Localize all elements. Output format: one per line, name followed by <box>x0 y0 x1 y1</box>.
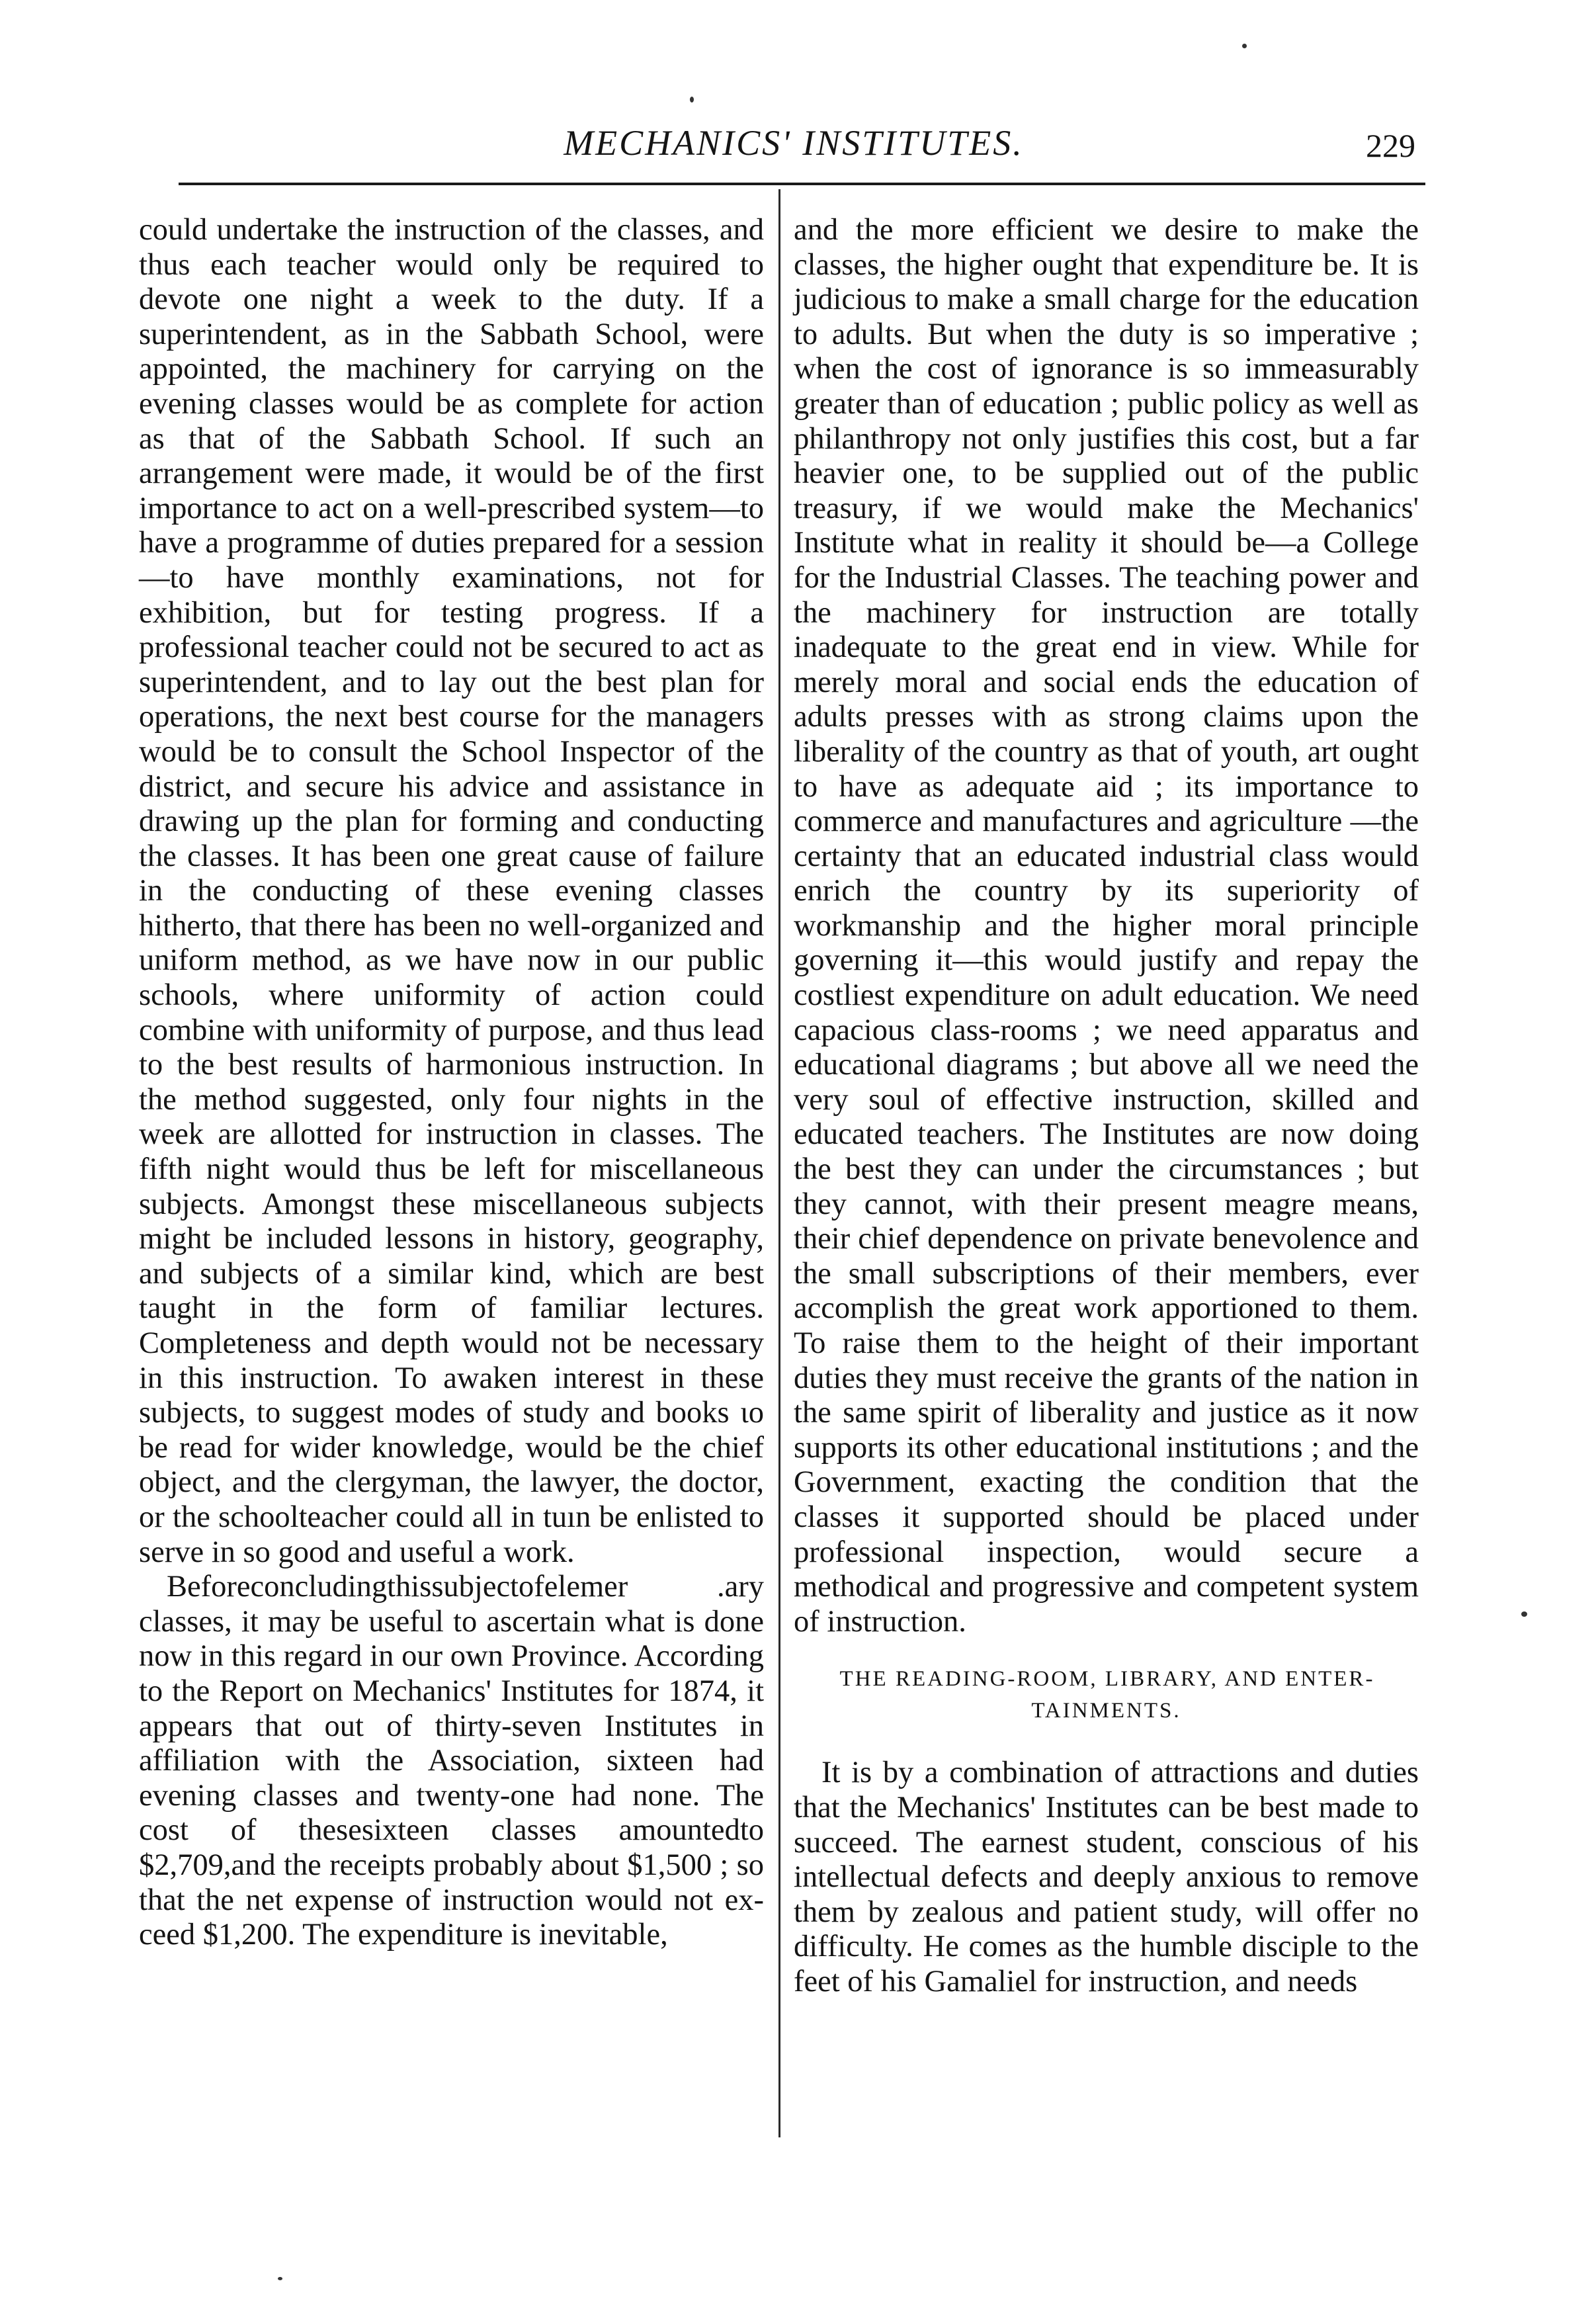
left-column <box>139 213 764 1953</box>
column-divider <box>778 189 780 2137</box>
running-title: MECHANICS' INSTITUTES. <box>564 123 1024 163</box>
scan-speck <box>278 2277 282 2280</box>
right-paragraph-1: and the more efficient we desire to make the classes, the higher ought that expenditure be. It is judicious to make a small charge for the education to adults. But when the duty is so imperative ; when the cost of ignorance is so immeasurably greater than of education ; public policy as well as philanthropy not only justifies this cost, but a far heavier one, to be supplied out of the public treasury, if we would make the Mechanics' Institute what in reality it should be—a College for the Industrial Classes. The teaching power and the machinery for instruction are totally inadequate to the great end in view. While for merely moral and social ends the education of adults presses with as strong claims upon the liberality of the country as that of youth, art ought to have as adequate aid ; its importance to commerce and manufactures and agriculture —the certainty that an educated industrial class would enrich the country by its superiority of workmanship and the higher moral principle governing it—this would justify and repay the costliest expenditure on adult education. We need capacious class-rooms ; we need apparatus and educational diagrams ; but above all we need the very soul of effective instruction, skilled and educated teachers. The Institutes are now doing the best they can under the circumstances ; but they cannot, with their present meagre means, their chief dependence on private benevolence and the small subscriptions of their members, ever accomplish the great work apportioned to them. To raise them to the height of their important duties they must receive the grants of the nation in the same spirit of liberality and justice as it now supports its other educational institutions ; and the Government, exacting the condition that the classes it supported should be placed under professional inspection, would secure a methodical and progressive and competent system of instruction. <box>794 213 1419 1639</box>
left-paragraph-2: Beforeconcludingthissubjectofelemer .ary classes, it may be useful to ascertain what is done now in this regard in our own Province. According to the Report on Mechanics' Institutes for 1874, it appears that out of thirty-seven Institutes in affiliation with the Association, sixteen had evening classes and twenty-one had none. The cost of thesesixteen classes amountedto $2,709,and the receipts probably about $1,500 ; so that the net expense of instruction would not exceed $1,200. The expenditure is inevitable, <box>139 1570 764 1952</box>
right-column <box>794 213 1419 2000</box>
scan-speck <box>690 97 694 103</box>
left-paragraph-1: could undertake the instruction of the classes, and thus each teacher would only be required to devote one night a week to the duty. If a superintendent, as in the Sabbath School, were appointed, the machinery for carrying on the evening classes would be as complete for action as that of the Sabbath School. If such an arrangement were made, it would be of the first importance to act on a well-prescribed system—to have a programme of duties prepared for a session—to have monthly examinations, not for exhibition, but for testing progress. If a professional teacher could not be secured to act as superintendent, and to lay out the best plan for operations, the next best course for the managers would be to consult the School Inspector of the district, and secure his advice and assistance in drawing up the plan for forming and conducting the classes. It has been one great cause of failure in the conducting of these evening classes hitherto, that there has been no well-organized and uniform method, as we have now in our public schools, where uniformity of action could combine with uniformity of purpose, and thus lead to the best results of harmonious instruction. In the method suggested, only four nights in the week are allotted for instruction in classes. The fifth night would thus be left for miscellaneous subjects. Amongst these miscellaneous subjects might be included lessons in history, geography, and subjects of a similar kind, which are best taught in the form of familiar lectures. Completeness and depth would not be necessary in this instruction. To awaken interest in these subjects, to suggest modes of study and books ιo be read for wider knowledge, would be the chief object, and the clergyman, the lawyer, the doctor, or the schoolteacher could all in tuın be enlisted to serve in so good and useful a work. <box>139 213 764 1569</box>
header-rule <box>179 183 1425 185</box>
page-number: 229 <box>1366 127 1415 164</box>
section-heading: THE READING-ROOM, LIBRARY, AND ENTERTAINMENTS. <box>839 1667 1373 1723</box>
right-paragraph-2: It is by a combination of attractions and duties that the Mechanics' Institutes can be best made to succeed. The earnest student, conscious of his intellectual defects and deeply anxious to remove them by zealous and patient study, will offer no difficulty. He comes as the humble disciple to the feet of his Gamaliel for instruction, and needs <box>794 1756 1419 1998</box>
scan-speck <box>1521 1611 1527 1617</box>
scan-speck <box>1242 44 1247 48</box>
